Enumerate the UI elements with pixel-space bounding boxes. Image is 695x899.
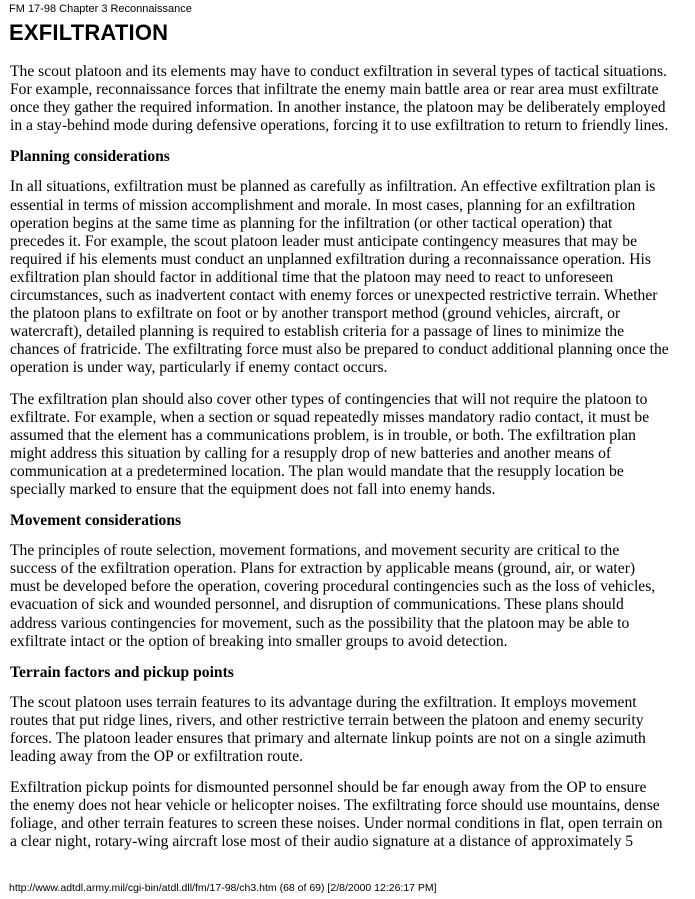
section-heading-terrain: Terrain factors and pickup points xyxy=(10,663,234,681)
paragraph xyxy=(10,391,692,500)
text-line: precedes it. For example, the scout platoon leader must anticipate contingency measures that may be xyxy=(10,232,638,250)
paragraph xyxy=(10,63,692,135)
text-line: once they gather the required information. In another instance, the platoon may be deliberately employed xyxy=(10,99,666,117)
text-line: chances of fratricide. The exfiltrating force must also be prepared to conduct additional planning once the xyxy=(10,341,669,359)
text-line: exfiltrate intact or the option of breaking into smaller groups to avoid detection. xyxy=(10,632,508,650)
text-line: address various contingencies for movement, such as the possibility that the platoon may be able to xyxy=(10,614,630,632)
text-line: a clear night, rotary-wing aircraft lose most of their audio signature at a distance of approximately 5 xyxy=(10,833,634,851)
text-line: For example, reconnaissance forces that infiltrate the enemy main battle area or rear area must exfiltrate xyxy=(10,81,659,99)
text-line: circumstances, such as inadvertent contact with enemy forces or unexpected restrictive terrain. Whether xyxy=(10,287,658,305)
text-line: The scout platoon and its elements may have to conduct exfiltration in several types of tactical situations. xyxy=(10,63,667,80)
text-line: required if his elements must conduct an unplanned exfiltration during a reconnaissance operation. His xyxy=(10,250,651,268)
text-line: the platoon plans to exfiltrate on foot or by another transport method (ground vehicles, aircraft, or xyxy=(10,305,621,323)
text-line: The principles of route selection, movement formations, and movement security are critical to the xyxy=(10,542,620,560)
text-line: exfiltration plan should factor in additional time that the platoon may need to react to unforeseen xyxy=(10,268,614,286)
page-footer-url: http://www.adtdl.army.mil/cgi-bin/atdl.dll/fm/17-98/ch3.htm (68 of 69) [2/8/2000 12:26:17 PM] xyxy=(9,882,437,894)
text-line: might address this situation by calling for a resupply drop of new batteries and another means of xyxy=(10,444,612,462)
paragraph xyxy=(10,779,692,851)
section-heading-planning: Planning considerations xyxy=(10,148,170,166)
text-line: foliage, and other terrain features to screen these noises. Under normal conditions in flat, open terrain on xyxy=(10,815,663,833)
text-line: specially marked to ensure that the equipment does not fall into enemy hands. xyxy=(10,480,496,498)
text-line: routes that put ridge lines, rivers, and other restrictive terrain between the platoon and enemy security xyxy=(10,711,644,729)
text-line: The exfiltration plan should also cover other types of contingencies that will not require the platoon to xyxy=(10,390,648,408)
text-line: Exfiltration pickup points for dismounted personnel should be far enough away from the OP to ensure xyxy=(10,779,647,797)
paragraph xyxy=(10,694,692,766)
text-line: leading away from the OP or exfiltration route. xyxy=(10,748,304,766)
page-title: EXFILTRATION xyxy=(9,20,169,45)
text-line: operation is under way, particularly if enemy contact occurs. xyxy=(10,359,388,377)
paragraph xyxy=(10,542,692,651)
text-line: assumed that the element has a communications problem, is in trouble, or both. The exfiltration plan xyxy=(10,426,636,444)
text-line: In all situations, exfiltration must be planned as carefully as infiltration. An effective exfiltration plan is xyxy=(10,178,656,196)
text-line: must be developed before the operation, covering procedural contingencies such as the loss of vehicles, xyxy=(10,578,656,596)
text-line: success of the exfiltration operation. Plans for extraction by applicable means (ground, air, or water) xyxy=(10,560,636,578)
text-line: essential in terms of mission accomplishment and morale. In most cases, planning for an exfiltration xyxy=(10,196,636,214)
text-line: The scout platoon uses terrain features to its advantage during the exfiltration. It employs movement xyxy=(10,693,637,711)
text-line: in a stay-behind mode during defensive operations, forcing it to use exfiltration to return to friendly lines. xyxy=(10,117,669,135)
text-line: watercraft), detailed planning is required to establish criteria for a passage of lines to minimize the xyxy=(10,323,624,341)
text-line: communication at a predetermined location. The plan would mandate that the resupply location be xyxy=(10,462,624,480)
running-header: FM 17-98 Chapter 3 Reconnaissance xyxy=(9,3,192,15)
text-line: exfiltrate. For example, when a section or squad repeatedly misses mandatory radio contact, it must be xyxy=(10,408,650,426)
text-line: evacuation of sick and wounded personnel, and disruption of communications. These plans should xyxy=(10,596,624,614)
text-line: forces. The platoon leader ensures that primary and alternate linkup points are not on a single azimuth xyxy=(10,730,646,747)
text-line: operation begins at the same time as planning for the infiltration (or other tactical operation) that xyxy=(10,214,613,232)
document-body xyxy=(10,63,692,865)
paragraph xyxy=(10,178,692,377)
section-heading-movement: Movement considerations xyxy=(10,512,182,530)
text-line: the enemy does not hear vehicle or helicopter noises. The exfiltrating force should use mountains, dense xyxy=(10,797,660,815)
